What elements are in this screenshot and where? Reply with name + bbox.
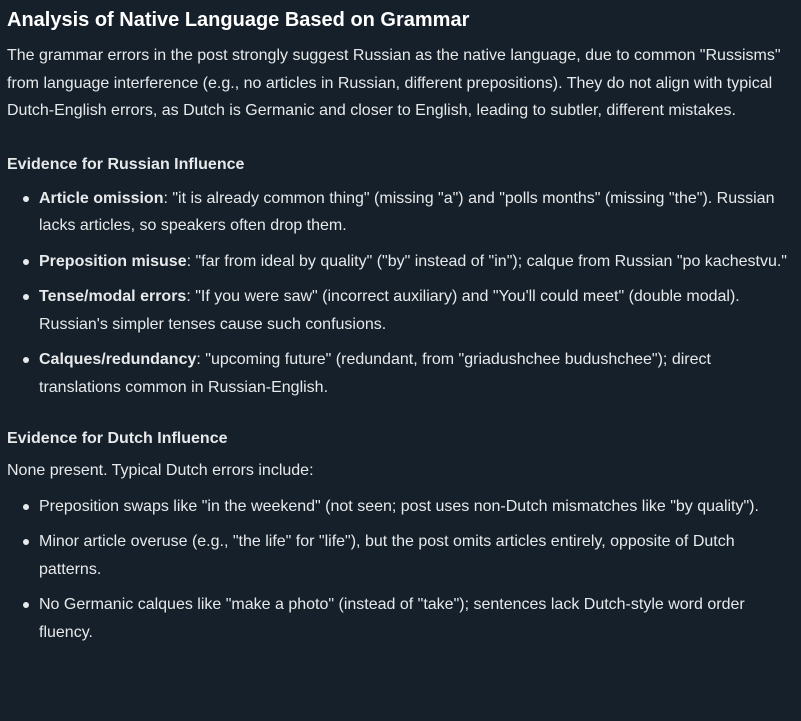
item-text: : "If you were saw" (incorrect auxiliary) and "You'll could meet" (double modal). Russian's simpler tenses cause such confusions. xyxy=(39,288,740,333)
russian-evidence-list xyxy=(7,185,793,402)
list-item xyxy=(7,283,793,338)
russian-section-heading: Evidence for Russian Influence xyxy=(7,155,245,173)
item-label: Calques/redundancy xyxy=(39,351,197,368)
bullet-icon xyxy=(23,539,29,545)
bullet-icon xyxy=(23,602,29,608)
list-item xyxy=(7,185,793,240)
item-text: Preposition swaps like "in the weekend" (not seen; post uses non-Dutch mismatches like "by quality"). xyxy=(39,497,759,515)
item-text: : "upcoming future" (redundant, from "griadushchee budushchee"); direct translations common in Russian-English. xyxy=(39,351,711,396)
item-label: Preposition misuse xyxy=(39,252,187,270)
list-item xyxy=(7,493,793,521)
item-text: No Germanic calques like "make a photo" (instead of "take"); sentences lack Dutch-style word order fluency. xyxy=(39,596,745,641)
intro-paragraph: The grammar errors in the post strongly suggest Russian as the native language, due to common "Russisms" from language interference (e.g., no articles in Russian, different prepositions). They do not align with typical Dutch-English errors, as Dutch is Germanic and closer to English, leading to subtler, different mistakes. xyxy=(7,47,781,119)
list-item xyxy=(7,248,793,276)
page-title: Analysis of Native Language Based on Grammar xyxy=(7,9,470,31)
item-text: : "far from ideal by quality" ("by" instead of "in"); calque from Russian "po kachestvu." xyxy=(186,252,787,270)
bullet-icon xyxy=(23,504,29,510)
dutch-section-heading: Evidence for Dutch Influence xyxy=(7,430,228,447)
item-label: Tense/modal errors xyxy=(39,288,187,305)
bullet-icon xyxy=(23,357,29,363)
bullet-icon xyxy=(23,196,29,202)
item-text: : "it is already common thing" (missing "a") and "polls months" (missing "the"). Russian lacks articles, so speakers often drop them. xyxy=(39,189,775,234)
item-label: Article omission xyxy=(39,189,164,207)
bullet-icon xyxy=(23,259,29,265)
list-item xyxy=(7,591,793,646)
list-item xyxy=(7,346,793,401)
dutch-evidence-list xyxy=(7,493,793,647)
list-item xyxy=(7,528,793,583)
item-text: Minor article overuse (e.g., "the life" for "life"), but the post omits articles entirely, opposite of Dutch patterns. xyxy=(39,533,735,578)
dutch-intro: None present. Typical Dutch errors include: xyxy=(7,462,314,479)
bullet-icon xyxy=(23,294,29,300)
